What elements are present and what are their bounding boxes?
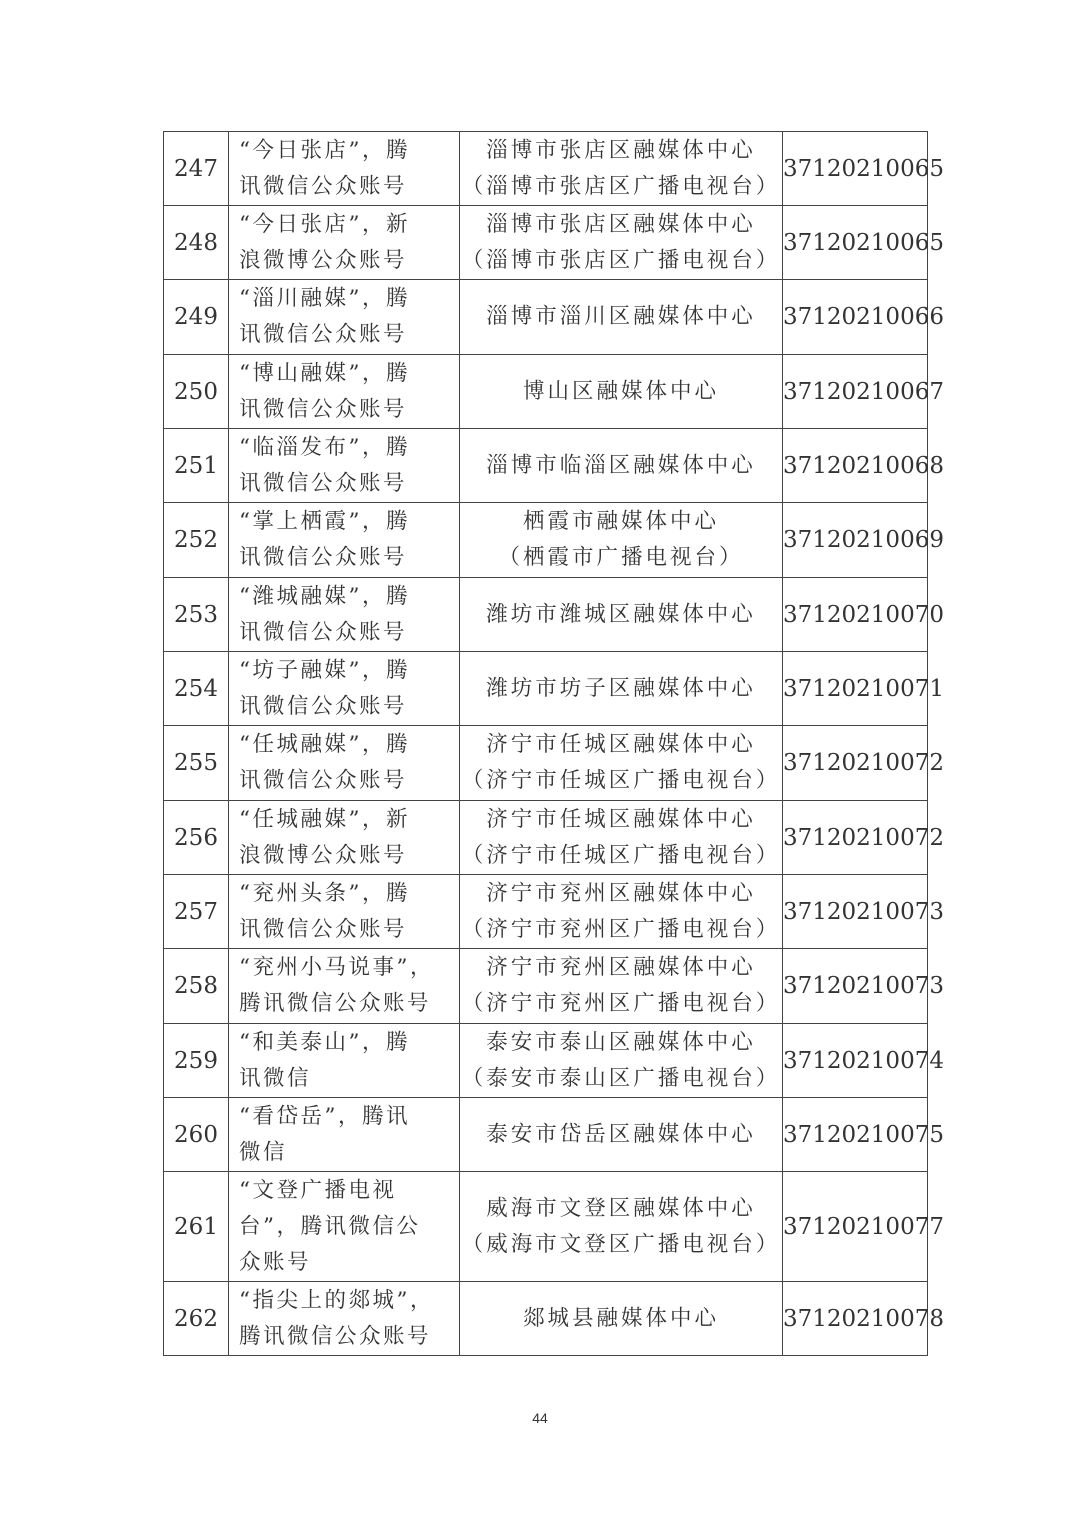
- row-number-cell: 252: [164, 503, 229, 578]
- organization-cell: [460, 206, 783, 280]
- account-name-line: 讯微信: [239, 1065, 312, 1091]
- account-name-line: 讯微信公众账号: [239, 470, 408, 496]
- filing-code-cell: 37120210069: [783, 503, 928, 578]
- account-name-line: “今日张店”，新: [239, 211, 410, 237]
- account-name-cell: [229, 652, 460, 726]
- account-name-line: “和美泰山”，腾: [239, 1029, 410, 1055]
- row-number-cell: 257: [164, 875, 229, 949]
- table-row: [164, 578, 928, 652]
- account-name-cell: [229, 206, 460, 280]
- organization-line: 淄博市临淄区融媒体中心: [486, 452, 756, 478]
- filing-code-cell: 37120210072: [783, 726, 928, 801]
- row-number-cell: 255: [164, 726, 229, 801]
- account-name-cell: [229, 280, 460, 355]
- table-row: [164, 206, 928, 280]
- filing-code-cell: 37120210078: [783, 1282, 928, 1356]
- account-name-cell: [229, 1172, 460, 1282]
- organization-line: 泰安市岱岳区融媒体中心: [486, 1121, 756, 1147]
- table-row: [164, 875, 928, 949]
- account-name-line: 众账号: [239, 1249, 312, 1275]
- organization-cell: [460, 726, 783, 801]
- account-name-cell: [229, 355, 460, 429]
- account-name-cell: [229, 429, 460, 503]
- row-number-cell: 258: [164, 949, 229, 1024]
- organization-line: 淄博市淄川区融媒体中心: [486, 304, 756, 329]
- page-number: 44: [532, 1410, 548, 1426]
- organization-line: 济宁市兖州区融媒体中心: [486, 955, 756, 980]
- account-name-line: 腾讯微信公众账号: [239, 991, 432, 1016]
- filing-code-cell: 37120210068: [783, 429, 928, 503]
- account-name-line: “博山融媒”，腾: [239, 360, 410, 386]
- account-name-cell: [229, 875, 460, 949]
- organization-cell: [460, 1282, 783, 1356]
- organization-line: 潍坊市坊子区融媒体中心: [486, 675, 756, 701]
- table-row: [164, 1098, 928, 1172]
- account-name-cell: [229, 949, 460, 1024]
- organization-cell: [460, 355, 783, 429]
- organization-line: 济宁市任城区融媒体中心: [486, 732, 756, 757]
- filing-code-cell: 37120210065: [783, 132, 928, 206]
- table-row: [164, 726, 928, 801]
- row-number-cell: 261: [164, 1172, 229, 1282]
- account-name-line: 讯微信公众账号: [239, 173, 408, 199]
- organization-line: 济宁市兖州区融媒体中心: [486, 880, 756, 906]
- filing-code-cell: 37120210066: [783, 280, 928, 355]
- organization-line: （泰安市泰山区广播电视台）: [461, 1065, 781, 1091]
- account-name-line: 讯微信公众账号: [239, 916, 408, 942]
- table-row: [164, 801, 928, 875]
- row-number-cell: 259: [164, 1024, 229, 1098]
- organization-line: （济宁市兖州区广播电视台）: [461, 991, 781, 1016]
- account-name-line: 讯微信公众账号: [239, 693, 408, 719]
- row-number-cell: 256: [164, 801, 229, 875]
- account-name-line: “潍城融媒”，腾: [239, 583, 410, 609]
- organization-line: 栖霞市融媒体中心: [522, 509, 719, 534]
- organization-cell: [460, 280, 783, 355]
- organization-line: 博山区融媒体中心: [522, 378, 719, 404]
- organization-line: （济宁市兖州区广播电视台）: [461, 916, 781, 942]
- account-name-line: 微信: [239, 1139, 288, 1165]
- filing-code-cell: 37120210074: [783, 1024, 928, 1098]
- organization-cell: [460, 503, 783, 578]
- row-number-cell: 249: [164, 280, 229, 355]
- account-name-cell: [229, 578, 460, 652]
- filing-code-cell: 37120210075: [783, 1098, 928, 1172]
- account-name-line: “看岱岳”，腾讯: [239, 1103, 410, 1129]
- organization-line: 淄博市张店区融媒体中心: [486, 137, 756, 163]
- organization-cell: [460, 1172, 783, 1282]
- row-number-cell: 251: [164, 429, 229, 503]
- account-name-line: “临淄发布”，腾: [239, 434, 410, 460]
- account-name-line: 讯微信公众账号: [239, 545, 408, 570]
- account-name-line: “任城融媒”，腾: [239, 732, 410, 757]
- organization-cell: [460, 875, 783, 949]
- organization-cell: [460, 1024, 783, 1098]
- filing-code-cell: 37120210073: [783, 949, 928, 1024]
- account-name-line: 讯微信公众账号: [239, 322, 408, 347]
- organization-cell: [460, 652, 783, 726]
- organization-line: 郯城县融媒体中心: [522, 1305, 719, 1331]
- account-name-cell: [229, 1282, 460, 1356]
- registry-table-body: [164, 132, 944, 1356]
- account-name-line: “文登广播电视: [239, 1177, 397, 1203]
- filing-code-cell: 37120210077: [783, 1172, 928, 1282]
- organization-line: （济宁市任城区广播电视台）: [461, 842, 781, 868]
- filing-code-cell: 37120210065: [783, 206, 928, 280]
- filing-code-cell: 37120210072: [783, 801, 928, 875]
- organization-cell: [460, 1098, 783, 1172]
- table-row: [164, 355, 928, 429]
- row-number-cell: 260: [164, 1098, 229, 1172]
- account-name-line: “指尖上的郯城”，: [239, 1287, 434, 1313]
- account-name-line: 讯微信公众账号: [239, 768, 408, 793]
- account-name-line: 腾讯微信公众账号: [239, 1323, 432, 1349]
- organization-line: （济宁市任城区广播电视台）: [461, 768, 781, 793]
- account-name-line: “今日张店”，腾: [239, 137, 410, 163]
- table-row: [164, 132, 928, 206]
- organization-cell: [460, 578, 783, 652]
- organization-line: 泰安市泰山区融媒体中心: [486, 1029, 756, 1055]
- organization-line: （淄博市张店区广播电视台）: [461, 247, 781, 273]
- table-row: [164, 1282, 928, 1356]
- account-name-line: “坊子融媒”，腾: [239, 657, 410, 683]
- registry-table: [163, 131, 944, 1356]
- row-number-cell: 262: [164, 1282, 229, 1356]
- organization-cell: [460, 429, 783, 503]
- row-number-cell: 247: [164, 132, 229, 206]
- account-name-line: “淄川融媒”，腾: [239, 286, 410, 311]
- account-name-cell: [229, 503, 460, 578]
- account-name-cell: [229, 132, 460, 206]
- filing-code-cell: 37120210071: [783, 652, 928, 726]
- account-name-line: 讯微信公众账号: [239, 396, 408, 422]
- account-name-cell: [229, 1098, 460, 1172]
- organization-cell: [460, 949, 783, 1024]
- account-name-cell: [229, 1024, 460, 1098]
- organization-cell: [460, 132, 783, 206]
- organization-line: 威海市文登区融媒体中心: [486, 1195, 756, 1221]
- table-row: [164, 652, 928, 726]
- account-name-line: “掌上栖霞”，腾: [239, 509, 410, 534]
- organization-cell: [460, 801, 783, 875]
- account-name-cell: [229, 726, 460, 801]
- account-name-line: 浪微博公众账号: [239, 842, 408, 868]
- organization-line: 淄博市张店区融媒体中心: [486, 211, 756, 237]
- table-row: [164, 1024, 928, 1098]
- table-row: [164, 1172, 928, 1282]
- account-name-line: 台”，腾讯微信公: [239, 1213, 421, 1239]
- account-name-line: 浪微博公众账号: [239, 247, 408, 273]
- filing-code-cell: 37120210067: [783, 355, 928, 429]
- account-name-line: “任城融媒”，新: [239, 806, 410, 832]
- table-row: [164, 503, 928, 578]
- account-name-line: “兖州小马说事”，: [239, 955, 434, 980]
- row-number-cell: 248: [164, 206, 229, 280]
- table-row: [164, 280, 928, 355]
- table-row: [164, 949, 928, 1024]
- account-name-cell: [229, 801, 460, 875]
- row-number-cell: 253: [164, 578, 229, 652]
- organization-line: （淄博市张店区广播电视台）: [461, 173, 781, 199]
- account-name-line: 讯微信公众账号: [239, 619, 408, 645]
- account-name-line: “兖州头条”，腾: [239, 880, 410, 906]
- filing-code-cell: 37120210073: [783, 875, 928, 949]
- organization-line: （威海市文登区广播电视台）: [461, 1231, 781, 1257]
- row-number-cell: 254: [164, 652, 229, 726]
- organization-line: 济宁市任城区融媒体中心: [486, 806, 756, 832]
- filing-code-cell: 37120210070: [783, 578, 928, 652]
- organization-line: 潍坊市潍城区融媒体中心: [486, 601, 756, 627]
- organization-line: （栖霞市广播电视台）: [498, 545, 744, 570]
- table-row: [164, 429, 928, 503]
- row-number-cell: 250: [164, 355, 229, 429]
